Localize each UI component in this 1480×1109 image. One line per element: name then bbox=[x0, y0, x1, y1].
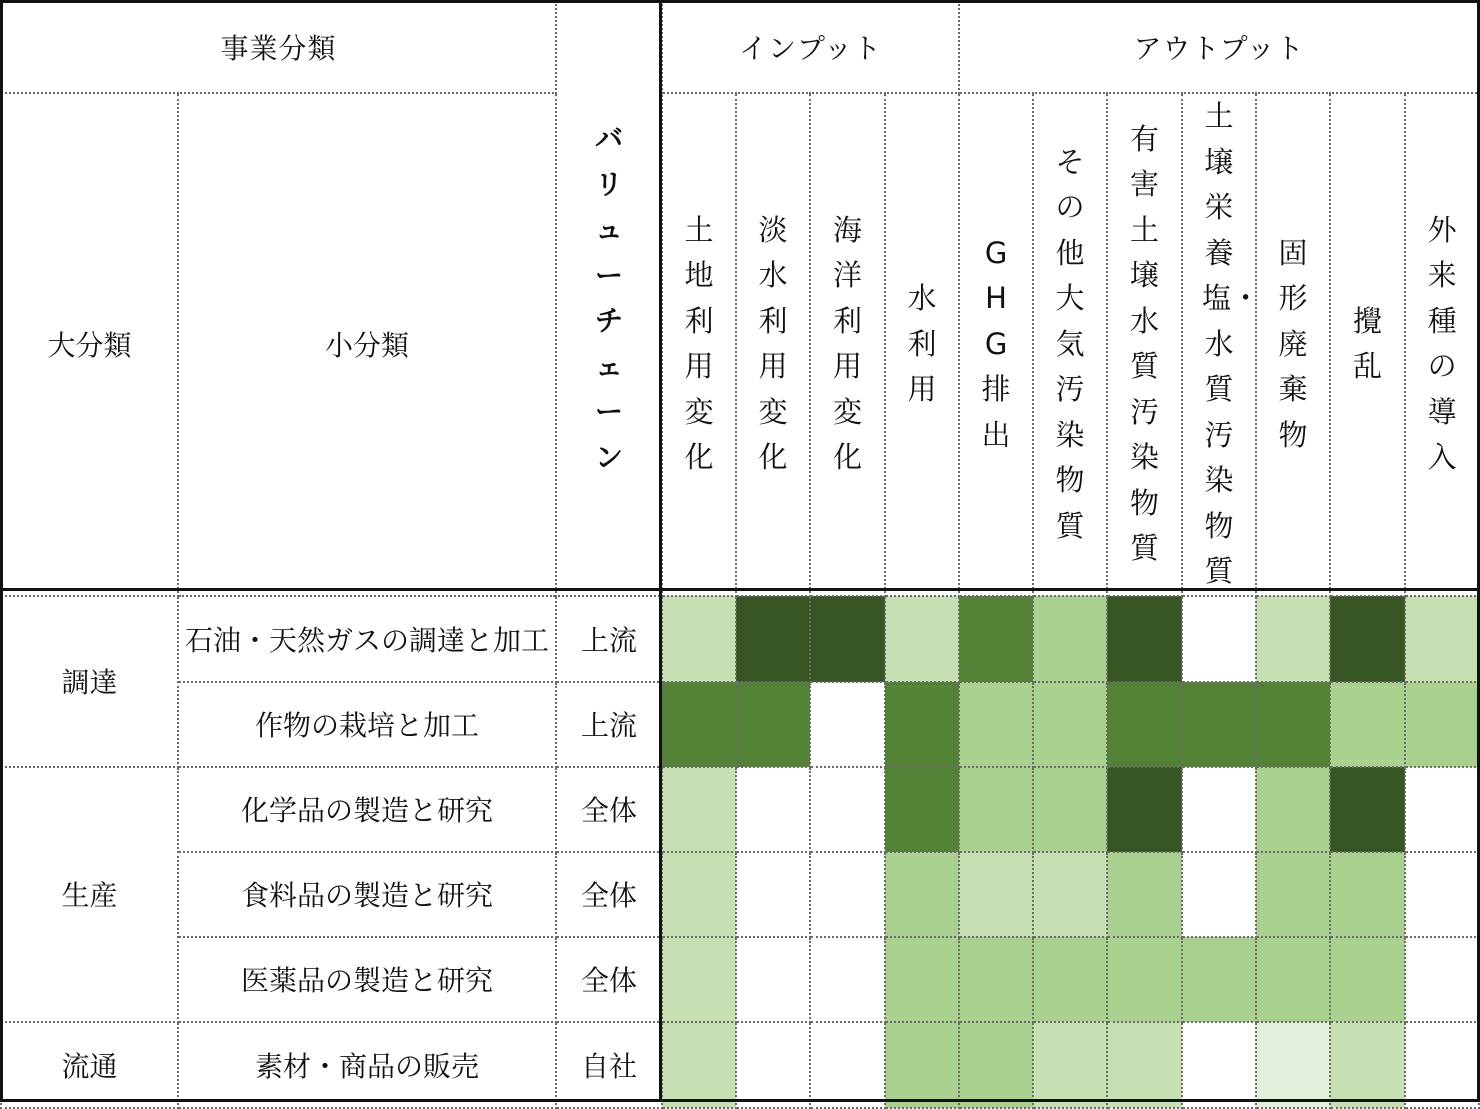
table-row bbox=[1, 852, 1479, 937]
heatmap-cell bbox=[885, 596, 959, 682]
heatmap-cell bbox=[1256, 1022, 1330, 1108]
heatmap-cell bbox=[959, 937, 1033, 1022]
value-chain-cell: 全体 bbox=[556, 937, 662, 1022]
value-chain-header bbox=[556, 1, 662, 596]
major-category-cell: 生産 bbox=[1, 767, 178, 1022]
heatmap-cell bbox=[1405, 767, 1479, 852]
heatmap-cell bbox=[810, 852, 885, 937]
heatmap-cell bbox=[1405, 682, 1479, 767]
value-chain-cell: 自社 bbox=[556, 1022, 662, 1108]
column-header-land-use-change bbox=[662, 93, 736, 596]
heatmap-cell bbox=[1033, 767, 1107, 852]
heatmap-cell bbox=[1256, 937, 1330, 1022]
column-header-label: 固形廃棄物 bbox=[1278, 235, 1308, 452]
table-row bbox=[1, 682, 1479, 767]
heatmap-cell bbox=[662, 1022, 736, 1108]
heatmap-cell bbox=[662, 767, 736, 852]
table-row bbox=[1, 937, 1479, 1022]
column-header-solid-waste bbox=[1256, 93, 1330, 596]
column-header-nutrient-water-pollutants bbox=[1182, 93, 1261, 596]
heatmap-cell bbox=[1405, 596, 1479, 682]
heatmap-cell bbox=[1107, 682, 1182, 767]
column-header-ghg-emissions bbox=[959, 93, 1033, 596]
input-group-header: インプット bbox=[662, 1, 959, 93]
heatmap-cell bbox=[1033, 1022, 1107, 1108]
column-header-other-air-pollutants bbox=[1033, 93, 1107, 596]
column-header-label: 有害土壌水質汚染物質 bbox=[1130, 121, 1160, 566]
heatmap-cell bbox=[1107, 1022, 1182, 1108]
heatmap-cell bbox=[1182, 852, 1256, 937]
heatmap-cell bbox=[1033, 682, 1107, 767]
value-chain-cell: 全体 bbox=[556, 767, 662, 852]
column-header-label: 土地利用変化 bbox=[684, 212, 714, 475]
heatmap-cell bbox=[736, 852, 810, 937]
heatmap-cell bbox=[1182, 767, 1256, 852]
heatmap-cell bbox=[1330, 937, 1405, 1022]
heatmap-cell bbox=[1107, 767, 1182, 852]
column-header-disturbance bbox=[1330, 93, 1405, 596]
heatmap-cell bbox=[1256, 682, 1330, 767]
table-row bbox=[1, 596, 1479, 682]
output-group-header: アウトプット bbox=[959, 1, 1479, 93]
heatmap-cell bbox=[1182, 596, 1256, 682]
column-header-ocean-use-change bbox=[810, 93, 885, 596]
heatmap-cell bbox=[736, 1022, 810, 1108]
column-header-label: その他大気汚染物質 bbox=[1055, 144, 1085, 543]
minor-category-cell: 食料品の製造と研究 bbox=[178, 852, 556, 937]
column-header-label: 淡水利用変化 bbox=[758, 212, 788, 475]
heatmap-cell bbox=[736, 596, 810, 682]
heatmap-cell bbox=[1182, 682, 1256, 767]
heatmap-cell bbox=[736, 767, 810, 852]
heatmap-cell bbox=[959, 852, 1033, 937]
column-header-water-use bbox=[885, 93, 959, 596]
heatmap-cell bbox=[1033, 596, 1107, 682]
heatmap-cell bbox=[885, 767, 959, 852]
heatmap-cell bbox=[1033, 937, 1107, 1022]
heatmap-cell bbox=[959, 682, 1033, 767]
heatmap-cell bbox=[1033, 852, 1107, 937]
heatmap-cell bbox=[1182, 937, 1256, 1022]
heatmap-cell bbox=[1182, 1022, 1256, 1108]
heatmap-cell bbox=[810, 1022, 885, 1108]
heatmap-cell bbox=[1330, 1022, 1405, 1108]
value-chain-header-label: バリューチェーン bbox=[595, 122, 624, 474]
heatmap-cell bbox=[1107, 596, 1182, 682]
minor-category-cell: 化学品の製造と研究 bbox=[178, 767, 556, 852]
value-chain-cell: 上流 bbox=[556, 682, 662, 767]
header-row-columns bbox=[1, 93, 1479, 596]
heatmap-cell bbox=[736, 937, 810, 1022]
heatmap-cell bbox=[885, 937, 959, 1022]
column-header-label: 攪乱 bbox=[1353, 303, 1383, 384]
major-category-header: 大分類 bbox=[1, 93, 178, 596]
header-row-groups bbox=[1, 1, 1479, 93]
minor-category-cell: 医薬品の製造と研究 bbox=[178, 937, 556, 1022]
heatmap-cell bbox=[1405, 852, 1479, 937]
major-category-cell: 調達 bbox=[1, 596, 178, 767]
column-header-toxic-soil-water-pollutants bbox=[1107, 93, 1182, 596]
business-category-header: 事業分類 bbox=[1, 1, 556, 93]
heatmap-cell bbox=[959, 1022, 1033, 1108]
heatmap-cell bbox=[1330, 767, 1405, 852]
heatmap-cell bbox=[1256, 596, 1330, 682]
heatmap-cell bbox=[885, 1022, 959, 1108]
heatmap-cell bbox=[1330, 596, 1405, 682]
heatmap-cell bbox=[662, 937, 736, 1022]
column-header-label: GHG排出 bbox=[981, 235, 1011, 452]
column-header-invasive-species bbox=[1405, 93, 1479, 596]
heatmap-cell bbox=[885, 852, 959, 937]
minor-category-header: 小分類 bbox=[178, 93, 556, 596]
heatmap-cell bbox=[1256, 767, 1330, 852]
heatmap-cell bbox=[1256, 852, 1330, 937]
heatmap-cell bbox=[662, 852, 736, 937]
heatmap-cell bbox=[885, 682, 959, 767]
column-header-freshwater-use-change bbox=[736, 93, 810, 596]
column-header-label: 海洋利用変化 bbox=[833, 212, 863, 475]
heatmap-cell bbox=[1107, 937, 1182, 1022]
heatmap-cell bbox=[810, 937, 885, 1022]
heatmap-cell bbox=[1405, 1022, 1479, 1108]
minor-category-cell: 作物の栽培と加工 bbox=[178, 682, 556, 767]
heatmap-cell bbox=[1330, 682, 1405, 767]
heatmap-cell bbox=[810, 682, 885, 767]
heatmap-cell bbox=[1107, 852, 1182, 937]
heatmap-cell bbox=[736, 682, 810, 767]
minor-category-cell: 石油・天然ガスの調達と加工 bbox=[178, 596, 556, 682]
heatmap-cell bbox=[1405, 937, 1479, 1022]
heatmap-cell bbox=[1330, 852, 1405, 937]
heatmap-cell bbox=[662, 682, 736, 767]
heatmap-cell bbox=[810, 596, 885, 682]
table-row bbox=[1, 767, 1479, 852]
value-chain-cell: 上流 bbox=[556, 596, 662, 682]
major-category-cell: 流通 bbox=[1, 1022, 178, 1108]
heatmap-cell bbox=[959, 767, 1033, 852]
column-header-label: 土壌栄養塩・水質汚染物質 bbox=[1202, 99, 1261, 588]
value-chain-cell: 全体 bbox=[556, 852, 662, 937]
column-header-label: 水利用 bbox=[907, 281, 937, 406]
heatmap-cell bbox=[810, 767, 885, 852]
table-row bbox=[1, 1022, 1479, 1108]
heatmap-cell bbox=[959, 596, 1033, 682]
minor-category-cell: 素材・商品の販売 bbox=[178, 1022, 556, 1108]
column-header-label: 外来種の導入 bbox=[1427, 212, 1457, 475]
heatmap-cell bbox=[662, 596, 736, 682]
table-body bbox=[1, 596, 1479, 1108]
